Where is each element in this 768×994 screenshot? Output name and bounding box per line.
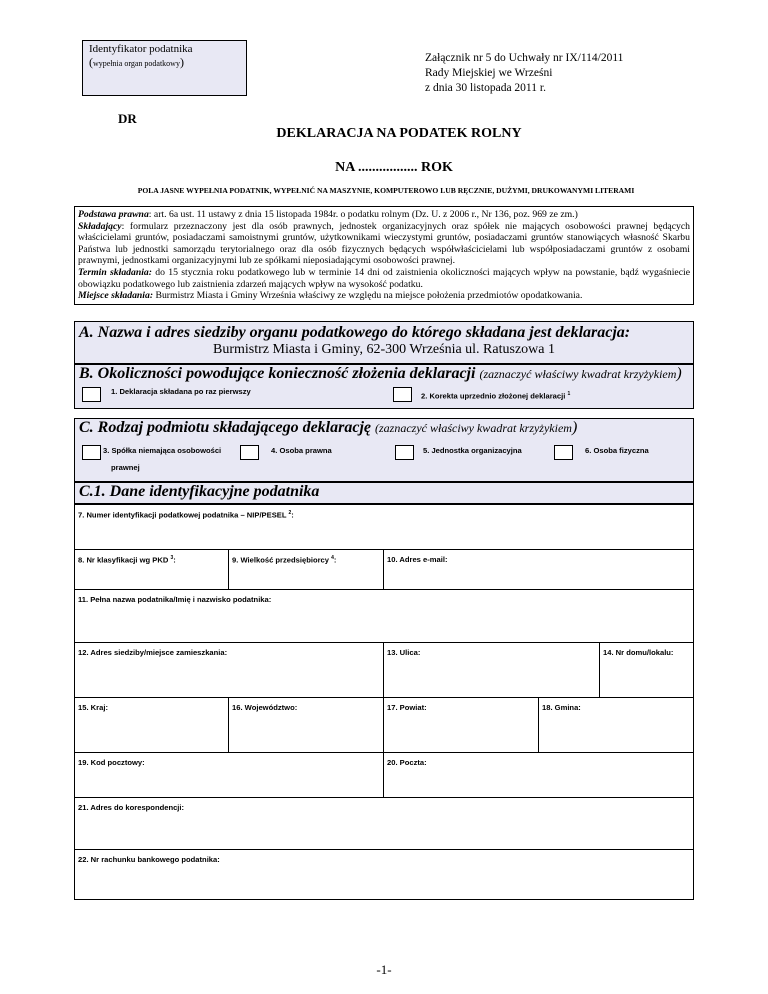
legal-basis-box: [74, 206, 694, 305]
street-label: 13. Ulica:: [387, 648, 421, 657]
house-number-field[interactable]: [599, 642, 694, 698]
partnership-label-cont: prawnej: [111, 463, 140, 472]
enterprise-size-label: 9. Wielkość przedsiębiorcy $^4$:: [232, 555, 337, 565]
page-number: -1-: [376, 962, 392, 977]
postal-code-field[interactable]: [74, 752, 384, 798]
pkd-label: 8. Nr klasyfikacji wg PKD $^3$:: [78, 555, 176, 565]
section-c: [74, 418, 694, 482]
nip-pesel-field[interactable]: [74, 504, 694, 550]
post-office-field[interactable]: [383, 752, 694, 798]
registered-address-label: 12. Adres siedziby/miejsce zamieszkania:: [78, 648, 228, 657]
county-label: 17. Powiat:: [387, 703, 427, 712]
filer-text: : formularz przeznaczony jest dla osób prawnych, jednostek organizacyjnych oraz spółek nie mających osobowości prawnej będących właścicielami gruntów, posiadaczami samoistnymi gruntów, użytkownikami wieczystymi gruntów, posiadaczami gruntów stanowiących własność Skarbu Państwa lub jednostki samorządu terytorialnego oraz dla osób fizycznych będących współwłaścicielami lub współposiadaczami gruntów z osobami prawnymi, jednostkami organizacyjnymi lub ze spółkami nieposiadającymi osobowości prawnej.: [78, 220, 690, 267]
annex-line-1: Załącznik nr 5 do Uchwały nr IX/114/2011: [425, 52, 624, 64]
taxpayer-name-label: 11. Pełna nazwa podatnika/Imię i nazwisko podatnika:: [78, 595, 272, 604]
partnership-label: 3. Spółka niemająca osobowości: [103, 446, 222, 455]
email-label: 10. Adres e-mail:: [387, 555, 448, 564]
annex-line-2: Rady Miejskiej we Wrześni: [425, 67, 553, 79]
section-a: [74, 321, 694, 364]
annex-reference: [425, 51, 623, 96]
correction-checkbox[interactable]: [393, 387, 412, 402]
document-title: DEKLARACJA NA PODATEK ROLNY: [276, 126, 522, 141]
first-declaration-label: 1. Deklaracja składana po raz pierwszy: [111, 387, 251, 396]
enterprise-size-field[interactable]: [228, 549, 384, 590]
registered-address-field[interactable]: [74, 642, 384, 698]
bank-account-field[interactable]: [74, 849, 694, 900]
email-field[interactable]: [383, 549, 694, 590]
postal-code-label: 19. Kod pocztowy:: [78, 758, 145, 767]
county-field[interactable]: [383, 697, 539, 753]
country-label: 15. Kraj:: [78, 703, 108, 712]
section-b: [74, 364, 694, 409]
nip-pesel-label: 7. Numer identyfikacji podatkowej podatnika – NIP/PESEL $^2$:: [78, 510, 294, 520]
section-c-title: C. Rodzaj podmiotu składającego deklarację (zaznaczyć właściwy kwadrat krzyżykiem): [79, 419, 578, 436]
section-b-title: B. Okoliczności powodujące konieczność złożenia deklaracji (zaznaczyć właściwy kwadrat krzyżykiem): [79, 365, 682, 382]
document-year: NA ................. ROK: [335, 160, 453, 175]
street-field[interactable]: [383, 642, 600, 698]
place-label: Miejsce składania:: [78, 290, 154, 302]
fill-instruction: POLA JASNE WYPEŁNIA PODATNIK, WYPEŁNIĆ NA MASZYNIE, KOMPUTEROWO LUB RĘCZNIE, DUŻYMI, DRUKOWANYMI LITERAMI: [137, 186, 635, 195]
section-a-title: A. Nazwa i adres siedziby organu podatkowego do którego składana jest deklaracja:: [79, 324, 631, 341]
voivodeship-label: 16. Województwo:: [232, 703, 298, 712]
annex-line-3: z dnia 30 listopada 2011 r.: [425, 82, 546, 94]
country-field[interactable]: [74, 697, 229, 753]
tax-office-address: Burmistrz Miasta i Gminy, 62-300 Września ul. Ratuszowa 1: [213, 342, 555, 357]
legal-person-checkbox[interactable]: [240, 445, 259, 460]
house-number-label: 14. Nr domu/lokalu:: [603, 648, 674, 657]
identifier-subtitle: (wypełnia organ podatkowy): [89, 55, 184, 69]
voivodeship-field[interactable]: [228, 697, 384, 753]
legal-basis-label: Podstawa prawna: [78, 209, 149, 220]
natural-person-checkbox[interactable]: [554, 445, 573, 460]
natural-person-label: 6. Osoba fizyczna: [585, 446, 649, 455]
organizational-unit-label: 5. Jednostka organizacyjna: [423, 446, 522, 455]
correction-label: 2. Korekta uprzednio złożonej deklaracji $^1$: [421, 391, 571, 401]
correspondence-address-label: 21. Adres do korespondencji:: [78, 803, 185, 812]
first-declaration-checkbox[interactable]: [82, 387, 101, 402]
bank-account-label: 22. Nr rachunku bankowego podatnika:: [78, 855, 220, 864]
deadline-label: Termin składania:: [78, 266, 152, 278]
commune-label: 18. Gmina:: [542, 703, 581, 712]
organizational-unit-checkbox[interactable]: [395, 445, 414, 460]
deadline-text: do 15 stycznia roku podatkowego lub w terminie 14 dni od zaistnienia okoliczności mających wpływ na powstanie, bądź wygaśniecie obowiązku podatkowego lub zaistnienia zdarzeń mających wpływ na wysokość podatku.: [78, 266, 690, 290]
correspondence-address-field[interactable]: [74, 797, 694, 850]
post-office-label: 20. Poczta:: [387, 758, 427, 767]
legal-person-label: 4. Osoba prawna: [271, 446, 332, 455]
taxpayer-name-field[interactable]: [74, 589, 694, 643]
document-code: DR: [118, 111, 137, 126]
pkd-field[interactable]: [74, 549, 229, 590]
identifier-title: Identyfikator podatnika: [89, 43, 193, 55]
filer-label: Składający: [78, 220, 122, 232]
commune-field[interactable]: [538, 697, 694, 753]
partnership-checkbox[interactable]: [82, 445, 101, 460]
place-text: Burmistrz Miasta i Gminy Września właściwy ze względu na miejsce położenia przedmiotów opodatkowania.: [153, 290, 583, 302]
taxpayer-identifier-box: [82, 40, 247, 96]
section-c1: [74, 482, 694, 504]
section-c1-title: C.1. Dane identyfikacyjne podatnika: [79, 483, 320, 500]
legal-basis-text: : art. 6a ust. 11 ustawy z dnia 15 listopada 1984r. o podatku rolnym (Dz. U. z 2006 r., Nr 136, poz. 969 ze zm.): [148, 209, 578, 220]
